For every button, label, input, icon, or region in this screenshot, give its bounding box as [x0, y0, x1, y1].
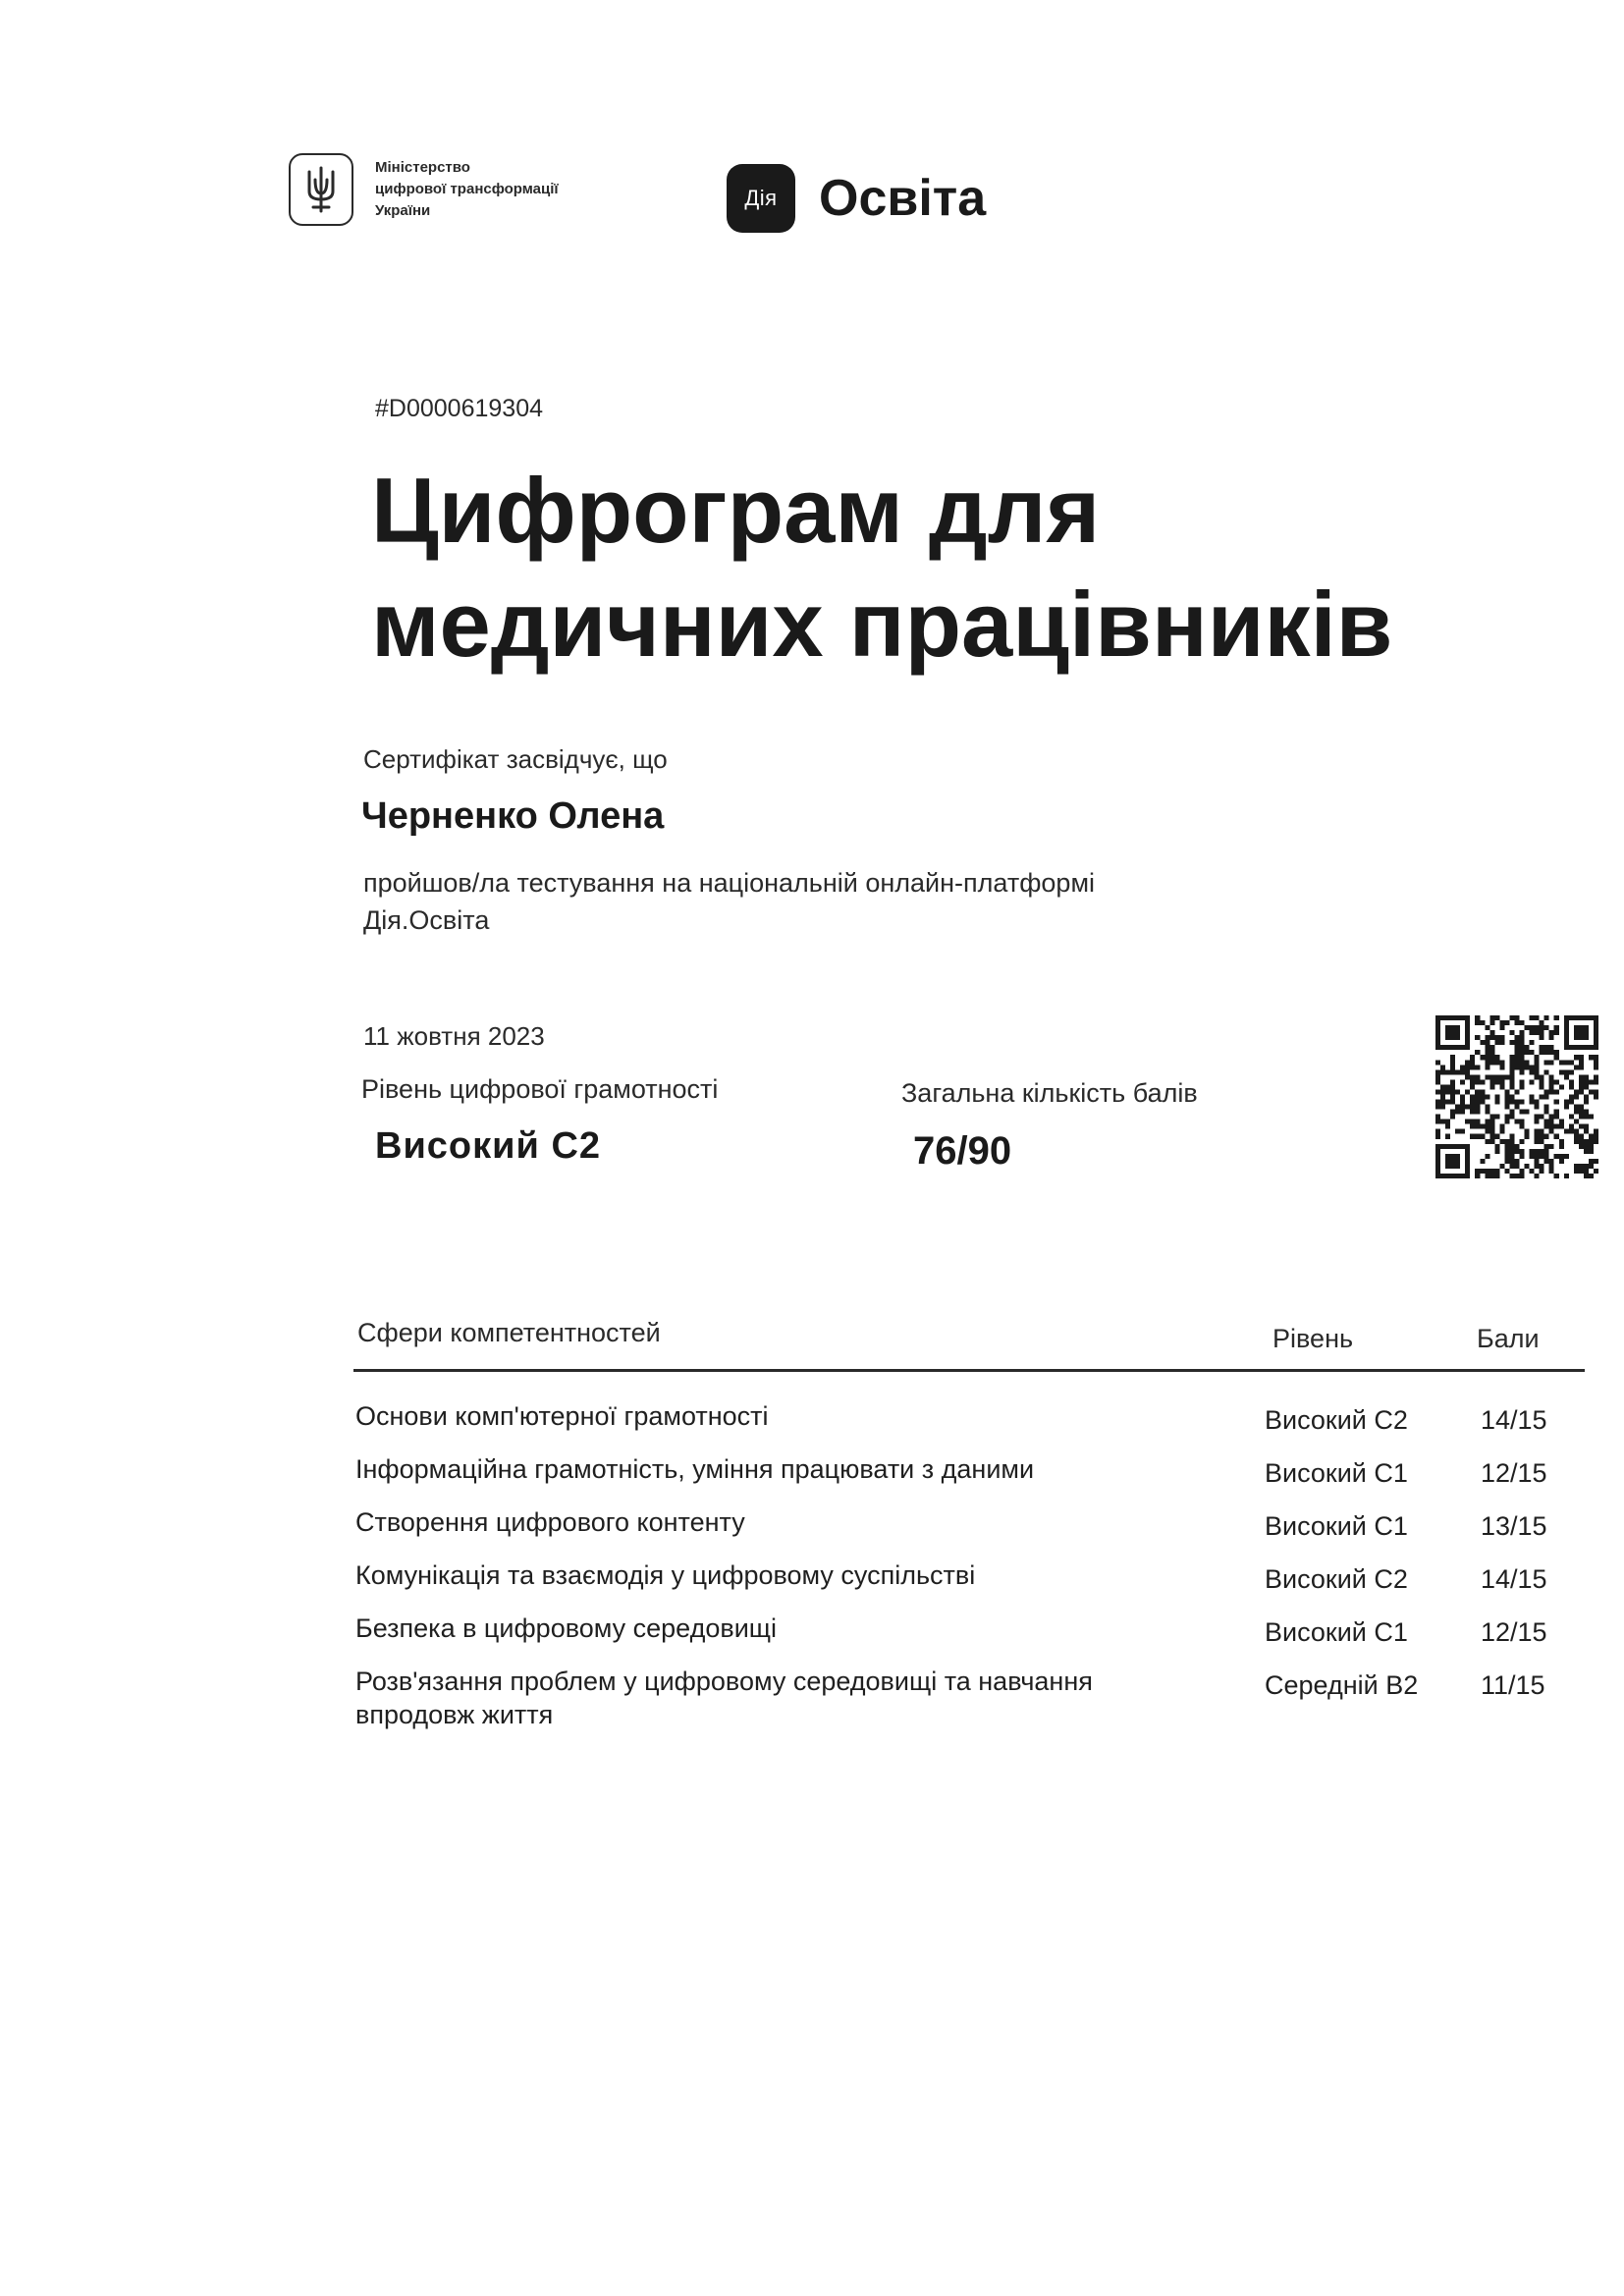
competence-score: 11/15: [1481, 1670, 1545, 1700]
competence-level: Високий С1: [1265, 1617, 1408, 1647]
competence-table: [353, 1306, 1585, 1729]
table-row: [353, 1505, 1585, 1558]
qr-code-icon: [1435, 1015, 1598, 1178]
competence-name: Створення цифрового контенту: [355, 1507, 745, 1537]
column-header-score: Бали: [1477, 1324, 1540, 1353]
competence-name: Інформаційна грамотність, уміння працювати з даними: [355, 1454, 1035, 1484]
passed-text: пройшов/ла тестування на національній онлайн-платформі Дія.Освіта: [363, 868, 1096, 935]
total-score-label: Загальна кількість балів: [901, 1078, 1198, 1108]
certifies-text: Сертифікат засвідчує, що: [363, 744, 668, 774]
competence-score: 12/15: [1481, 1617, 1547, 1647]
table-header: [353, 1306, 1585, 1372]
table-row: [353, 1612, 1585, 1665]
diya-osvita-logo: [727, 164, 986, 233]
competence-level: Середній В2: [1265, 1670, 1419, 1700]
column-header-level: Рівень: [1272, 1324, 1354, 1353]
diya-badge: Дія: [727, 164, 795, 233]
course-title: Цифрограм для медичних працівників: [371, 459, 1393, 676]
competence-name: Комунікація та взаємодія у цифровому суспільстві: [355, 1560, 976, 1590]
competence-score: 14/15: [1481, 1405, 1547, 1435]
trident-icon: [289, 153, 353, 226]
table-row: [353, 1665, 1585, 1729]
competence-level: Високий С2: [1265, 1405, 1408, 1435]
competence-name: Розв'язання проблем у цифровому середовищі та навчання впродовж життя: [355, 1667, 1093, 1729]
competence-score: 14/15: [1481, 1564, 1547, 1594]
certificate-id: #D0000619304: [375, 395, 543, 422]
ministry-logo: [289, 153, 611, 226]
ministry-line: Міністерство: [375, 159, 470, 176]
table-row: [353, 1452, 1585, 1505]
competence-name: Основи комп'ютерної грамотності: [355, 1401, 769, 1431]
competence-name: Безпека в цифровому середовищі: [355, 1613, 778, 1643]
table-row: [353, 1399, 1585, 1452]
recipient-name: Черненко Олена: [361, 795, 665, 837]
total-score-value: 76/90: [913, 1129, 1012, 1173]
competence-level: Високий С1: [1265, 1511, 1408, 1541]
table-row: [353, 1558, 1585, 1612]
competence-score: 12/15: [1481, 1458, 1547, 1488]
literacy-level-value: Високий С2: [375, 1125, 602, 1167]
competence-level: Високий С1: [1265, 1458, 1408, 1488]
ministry-name: [375, 157, 611, 222]
ministry-line: цифрової трансформації: [375, 181, 559, 197]
osvita-wordmark: Освіта: [819, 170, 987, 227]
column-header-sphere: Сфери компетентностей: [357, 1318, 661, 1347]
competence-score: 13/15: [1481, 1511, 1547, 1541]
literacy-level-label: Рівень цифрової грамотності: [361, 1074, 719, 1104]
issue-date: 11 жовтня 2023: [363, 1021, 545, 1051]
ministry-line: України: [375, 202, 431, 219]
competence-level: Високий С2: [1265, 1564, 1408, 1594]
